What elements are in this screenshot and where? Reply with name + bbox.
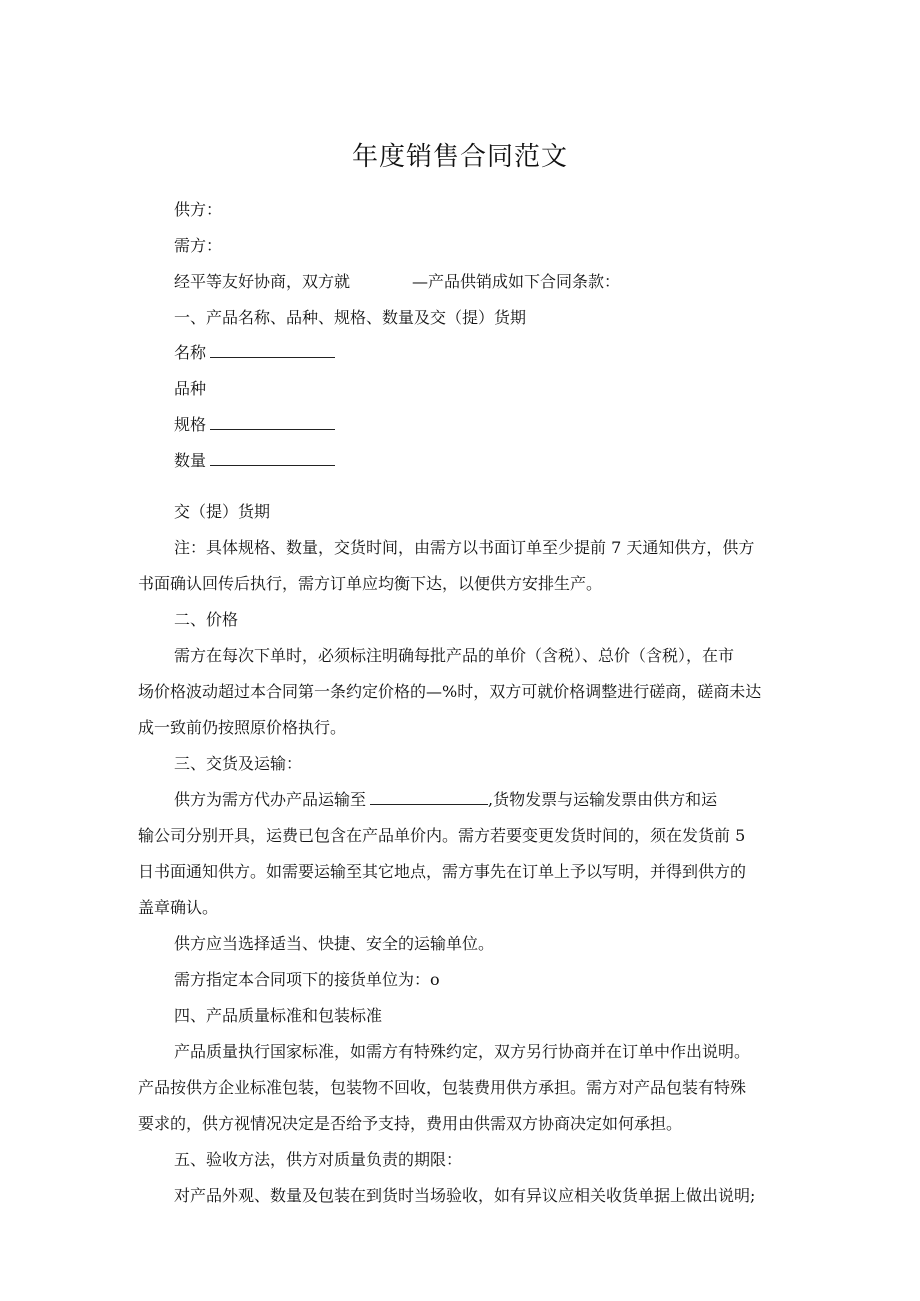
- section-5-heading: 五、验收方法，供方对质量负责的期限：: [174, 1150, 463, 1169]
- destination-blank: [370, 790, 488, 805]
- spec-label: 规格: [174, 415, 207, 434]
- name-label: 名称: [174, 343, 207, 362]
- quality-para-line-3: 要求的，供方视情况决定是否给予支持，费用由供需双方协商决定如何承担。: [138, 1114, 683, 1133]
- carrier-line: 供方应当选择适当、快捷、安全的运输单位。: [174, 934, 495, 953]
- quality-para-line-1: 产品质量执行国家标准，如需方有特殊约定，双方另行协商并在订单中作出说明。: [174, 1042, 751, 1061]
- quality-para-line-2: 产品按供方企业标准包装，包装物不回收，包装费用供方承担。需方对产品包装有特殊: [138, 1078, 747, 1097]
- intro-part-b: —产品供销成如下合同条款：: [412, 272, 621, 291]
- spec-field-line: [174, 415, 335, 435]
- transport-para-line-1: [174, 790, 717, 810]
- inspection-para-line-1: 对产品外观、数量及包装在到货时当场验收，如有异议应相关收货单据上做出说明;: [174, 1186, 756, 1205]
- transport-para-line-2: 输公司分别开具，运费已包含在产品单价内。需方若要变更发货时间的，须在发货前 5: [138, 826, 746, 845]
- qty-blank: [210, 451, 335, 466]
- supplier-line: 供方：: [174, 200, 223, 219]
- section-3-heading: 三、交货及运输：: [174, 754, 303, 773]
- delivery-label: 交（提）货期: [174, 502, 271, 521]
- section-4-heading: 四、产品质量标准和包装标准: [174, 1006, 383, 1025]
- transport-part-b: ,货物发票与运输发票由供方和运: [488, 790, 718, 809]
- intro-line: [174, 272, 620, 292]
- consignee-line: 需方指定本合同项下的接货单位为：o: [174, 970, 440, 989]
- note-line-1: 注：具体规格、数量，交货时间，由需方以书面订单至少提前 7 天通知供方，供方: [174, 538, 755, 557]
- variety-label: 品种: [174, 379, 207, 398]
- price-para-line-1: 需方在每次下单时，必须标注明确每批产品的单价（含税）、总价（含税），在市: [174, 646, 735, 665]
- intro-part-a: 经平等友好协商，双方就: [174, 272, 351, 291]
- transport-para-line-4: 盖章确认。: [138, 898, 219, 917]
- price-para-line-3: 成一致前仍按照原价格执行。: [138, 718, 347, 737]
- spec-blank: [210, 415, 335, 430]
- qty-label: 数量: [174, 451, 207, 470]
- note-line-2: 书面确认回传后执行，需方订单应均衡下达，以便供方安排生产。: [138, 574, 603, 593]
- transport-part-a: 供方为需方代办产品运输至: [174, 790, 367, 809]
- buyer-line: 需方：: [174, 236, 223, 255]
- name-blank: [210, 343, 335, 358]
- document-title: 年度销售合同范文: [351, 142, 568, 172]
- section-1-heading: 一、产品名称、品种、规格、数量及交（提）货期: [174, 308, 527, 327]
- name-field-line: [174, 343, 335, 363]
- qty-field-line: [174, 451, 335, 471]
- price-para-line-2: 场价格波动超过本合同第一条约定价格的—%时，双方可就价格调整进行磋商，磋商未达: [138, 682, 762, 701]
- section-2-heading: 二、价格: [174, 610, 239, 629]
- transport-para-line-3: 日书面通知供方。如需要运输至其它地点，需方事先在订单上予以写明，并得到供方的: [138, 862, 747, 881]
